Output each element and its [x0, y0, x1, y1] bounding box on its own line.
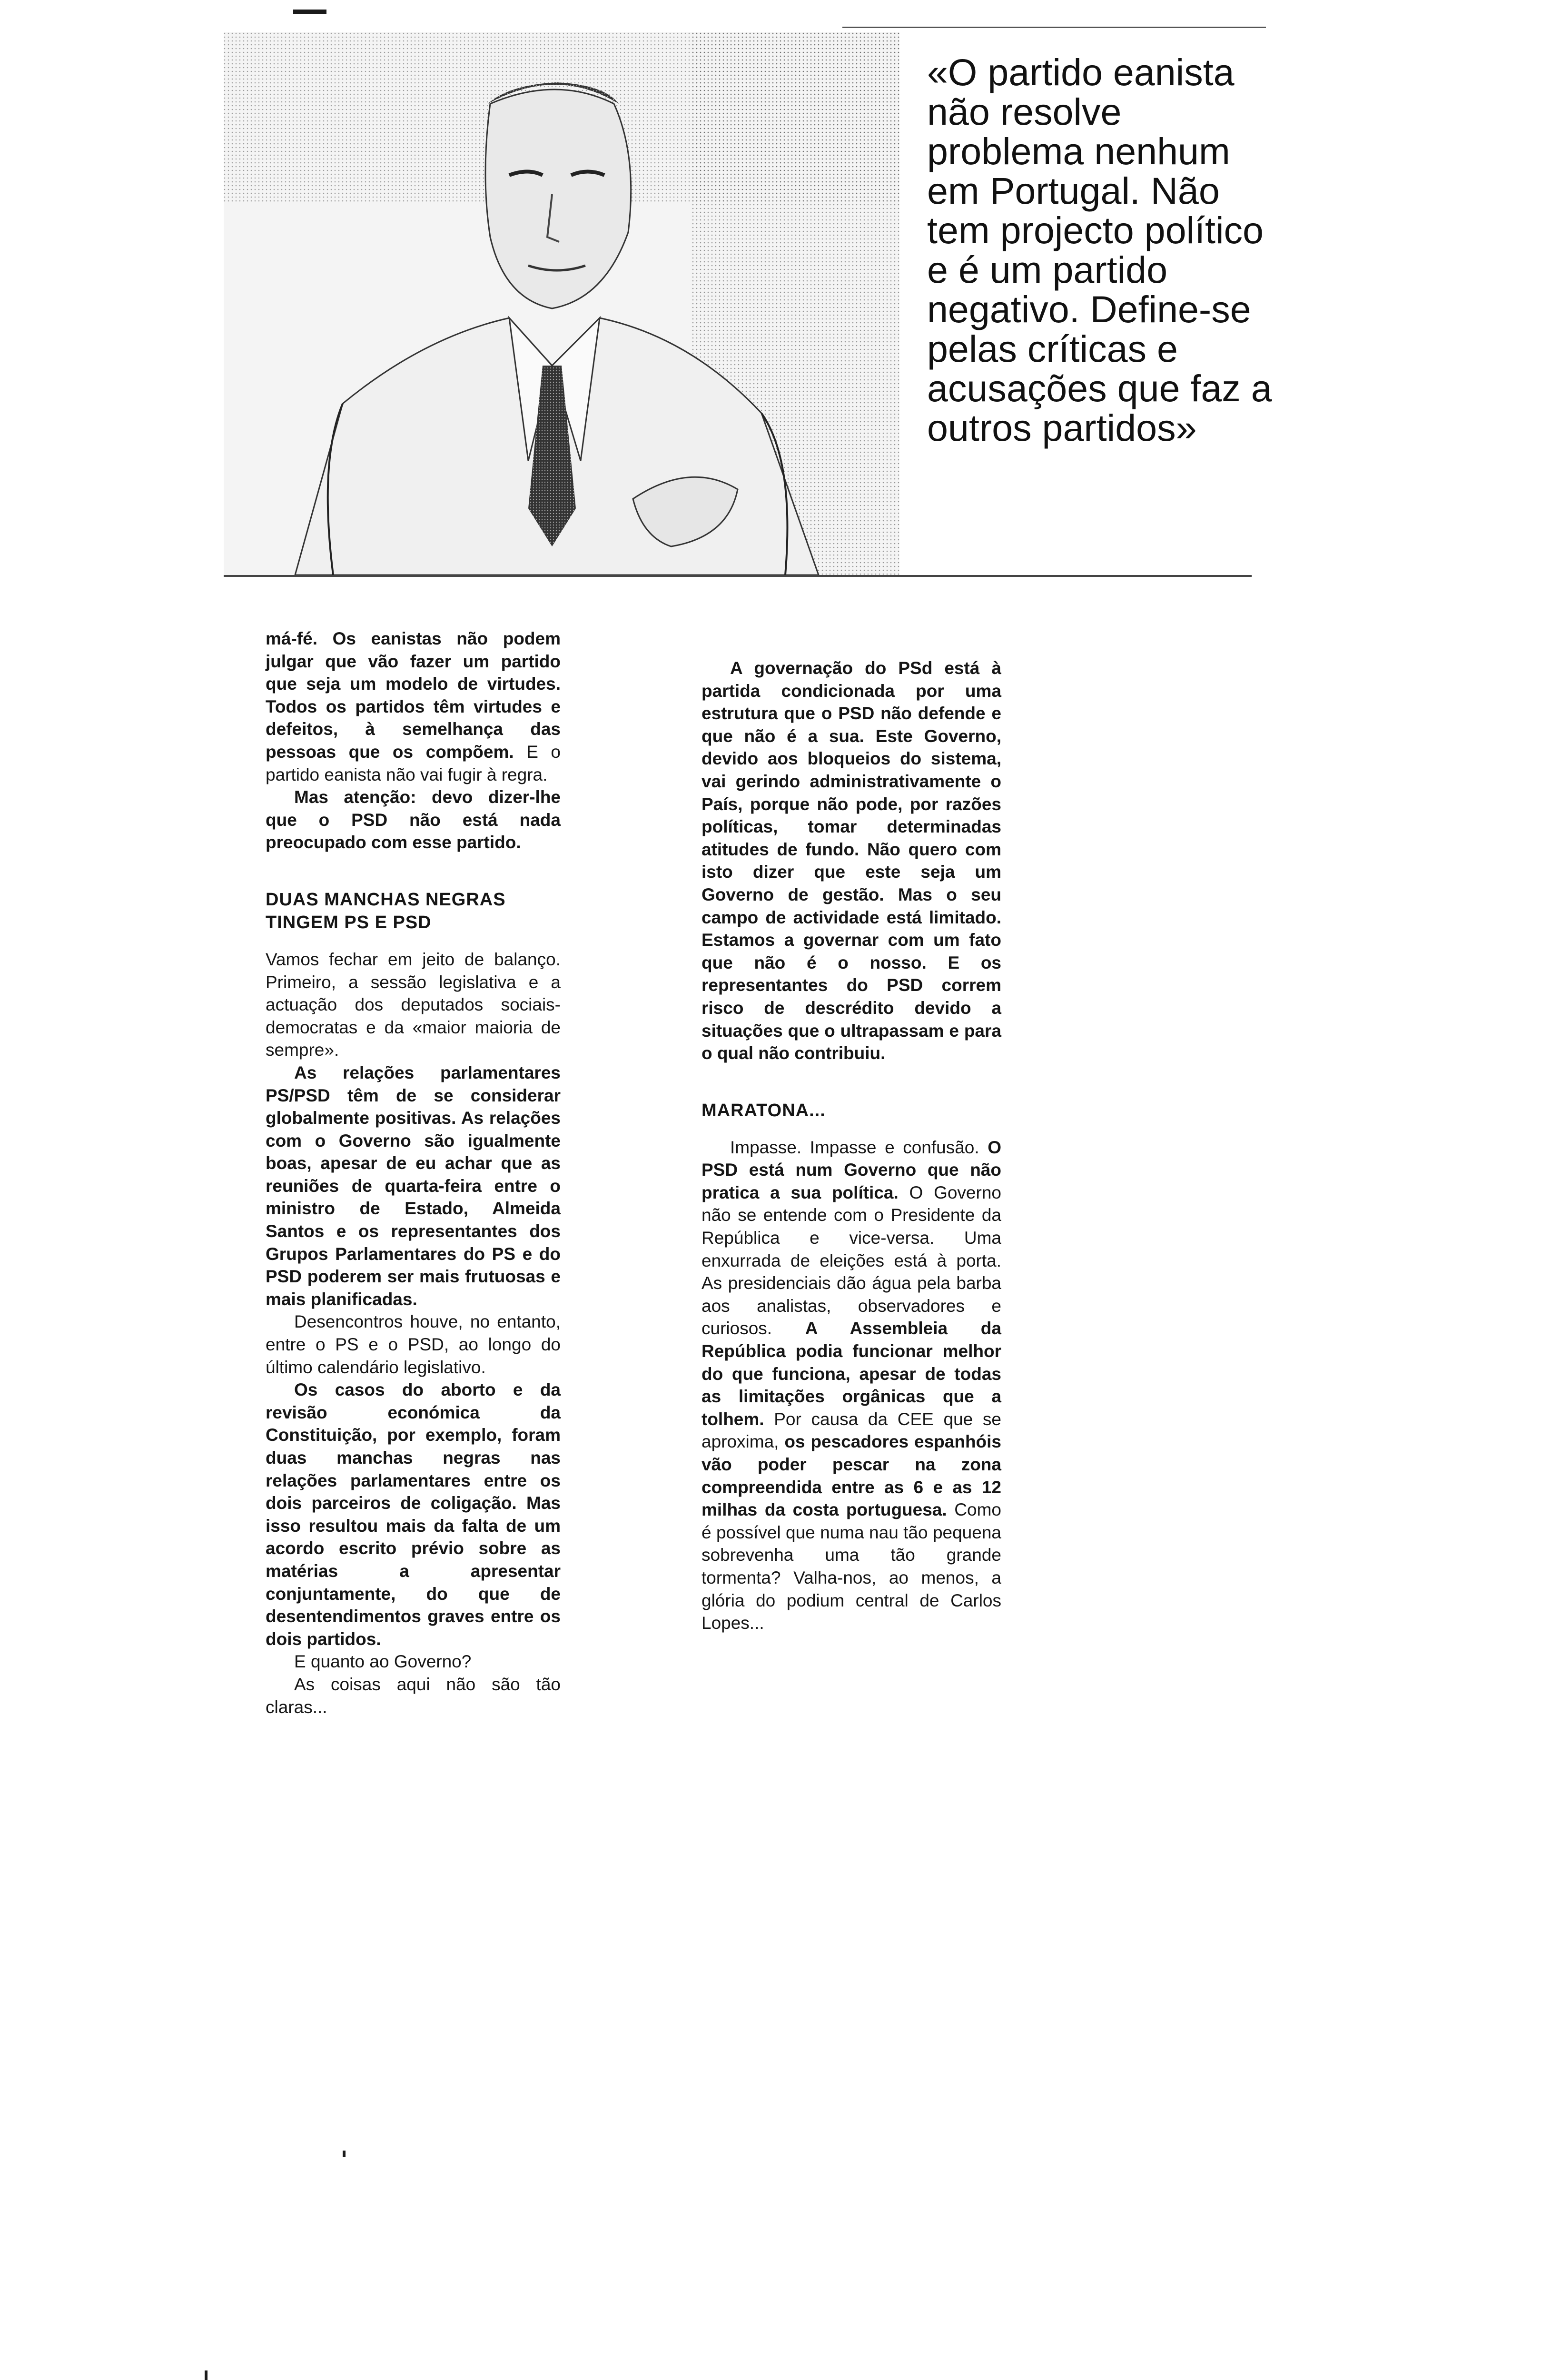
col1-paragraph-8: As coisas aqui não são tão claras... — [266, 1674, 561, 1717]
scan-speck — [343, 2151, 346, 2157]
col1-paragraph-5: Desencontros houve, no entanto, entre o PS e o PSD, ao longo do último calendário legislativo. — [266, 1312, 561, 1377]
col2-p2-text-f: os pescadores espanhóis vão poder pescar na zona compreendida entre as 6 e as 12 milhas da costa portuguesa. — [701, 1432, 1001, 1520]
col1-paragraph-1 — [266, 627, 561, 786]
col1-paragraph-4: As relações parlamentares PS/PSD têm de se considerar globalmente positivas. As relações com o Governo são igualmente boas, apesar de eu achar que as reuniões de quarta-feira entre o ministro de Estado, Almeida Santos e os representantes dos Grupos Parlamentares do PS e do PSD poderem ser mais frutuosas e mais planificadas. — [266, 1062, 561, 1309]
col1-p1-text-a: má-fé. Os eanistas não podem julgar que vão fazer um partido que seja um modelo de virtudes. Todos os partidos têm virtudes e defeitos, à semelhança das pessoas que os compõem. — [266, 629, 561, 762]
portrait-photo — [224, 32, 899, 575]
col2-p2-text-a: Impasse. Impasse e confusão. — [730, 1137, 988, 1157]
col2-p2-text-d: A Assembleia da República podia funcionar melhor do que funciona, apesar de todas as limitações orgânicas que a tolhem. — [701, 1319, 1001, 1429]
pull-quote: «O partido eanista não resolve problema nenhum em Portugal. Não tem projecto político e é um partido negativo. Define-se pelas críticas e acusações que faz a outros partidos» — [927, 51, 1272, 449]
col1-paragraph-2: Mas atenção: devo dizer-lhe que o PSD não está nada preocupado com esse partido. — [266, 787, 561, 853]
scan-mark-left — [205, 2370, 207, 2380]
col1-section-heading: DUAS MANCHAS NEGRAS TINGEM PS E PSD — [266, 889, 506, 932]
col2-paragraph-2 — [701, 1136, 1001, 1635]
col2-p2-text-b: O PSD está num Governo que não pratica a sua política. — [701, 1137, 1001, 1202]
top-rule-right — [842, 27, 1266, 28]
photo-bottom-rule — [224, 575, 1252, 577]
col2-p2-text-g: Como é possível que numa nau tão pequena sobrevenha uma tão grande tormenta? Valha-nos, ao menos, a glória do podium central de Carlos Lopes... — [701, 1500, 1001, 1633]
col2-paragraph-1: A governação do PSd está à partida condicionada por uma estrutura que o PSD não defende e que não é a sua. Este Governo, devido aos bloqueios do sistema, vai gerindo administrativamente o País, porque não pode, por razões políticas, tomar determinadas atitudes de fundo. Não quero com isto dizer que este seja um Governo de gestão. Mas o seu campo de actividade está limitado. Estamos a governar com um fato que não é o nosso. E os representantes do PSD correm risco de descrédito devido a situações que o ultrapassam e para o qual não contribuiu. — [701, 658, 1001, 1063]
top-rule-left — [293, 10, 326, 14]
col1-paragraph-7: E quanto ao Governo? — [294, 1652, 472, 1672]
col2-p2-text-e: Por causa da CEE que se aproxima, — [701, 1409, 1001, 1452]
portrait-photo-drawing — [224, 32, 899, 575]
article-column-left — [266, 627, 561, 1718]
col2-section-heading: MARATONA... — [701, 1100, 826, 1121]
col1-p1-text-b: E o partido eanista não vai fugir à regra. — [266, 742, 561, 784]
article-column-right — [701, 657, 1001, 1635]
col1-paragraph-6: Os casos do aborto e da revisão económica da Constituição, por exemplo, foram duas manchas negras nas relações parlamentares entre os dois parceiros de coligação. Mas isso resultou mais da falta de um acordo escrito prévio sobre as matérias a apresentar conjuntamente, do que de desentendimentos graves entre os dois partidos. — [266, 1380, 561, 1649]
col1-paragraph-3: Vamos fechar em jeito de balanço. Primeiro, a sessão legislativa e a actuação dos deputados sociais-democratas e da «maior maioria de sempre». — [266, 949, 561, 1060]
col2-p2-text-c: O Governo não se entende com o Presidente da República e vice-versa. Uma enxurrada de eleições está à porta. As presidenciais dão água pela barba aos analistas, observadores e curiosos. — [701, 1182, 1001, 1339]
